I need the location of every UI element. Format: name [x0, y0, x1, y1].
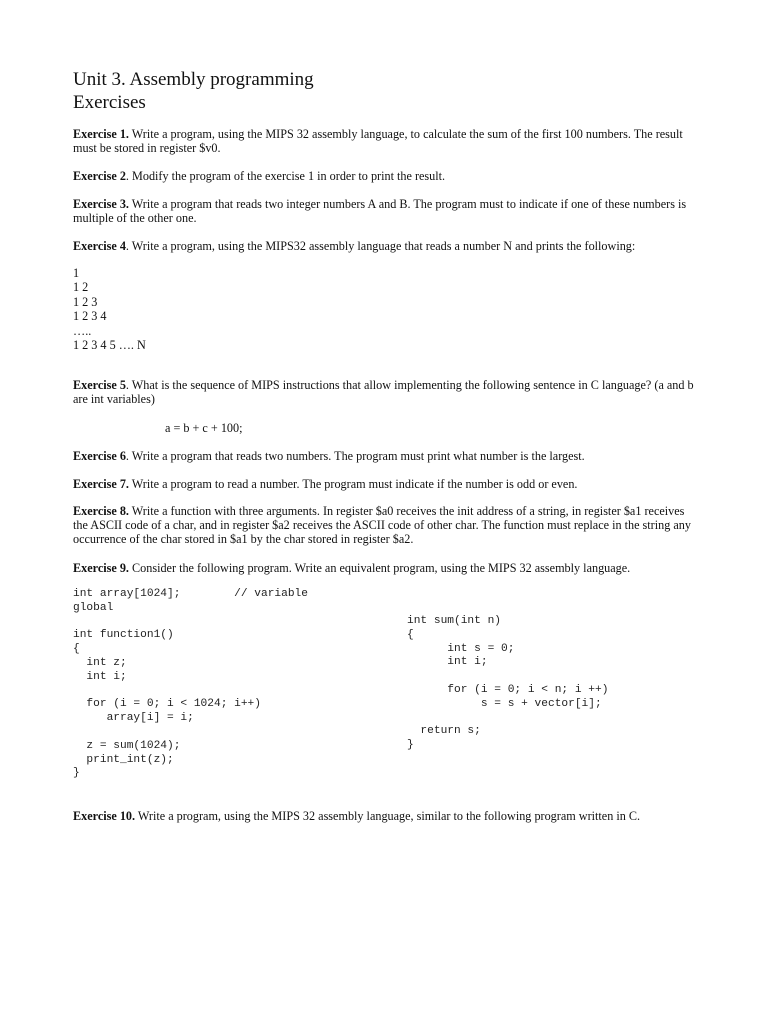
exercise-7	[73, 477, 698, 491]
exercise-2	[73, 169, 698, 183]
code-line: {	[73, 643, 80, 656]
exercise-text: Consider the following program. Write an equivalent program, using the MIPS 32 assembly language.	[128, 561, 631, 575]
exercise-label: Exercise 7.	[73, 477, 129, 491]
exercise-5	[73, 378, 698, 406]
code-line: int z;	[73, 656, 127, 669]
exercise-text: . Modify the program of the exercise 1 in order to print the result.	[125, 169, 446, 183]
code-line: return s;	[407, 725, 481, 738]
exercise-9	[73, 561, 698, 575]
code-line: int array[1024]; // variable	[73, 588, 308, 600]
code-line: int i;	[407, 656, 488, 669]
c-formula: a = b + c + 100;	[165, 421, 243, 435]
exercise-6	[73, 449, 698, 463]
code-line: int s = 0;	[407, 642, 515, 655]
exercise-text: Write a program, using the MIPS 32 assembly language, similar to the following program written in C.	[135, 809, 641, 823]
exercise-text: Write a program, using the MIPS 32 assembly language, to calculate the sum of the first 100 numbers. The result must be stored in register $v0.	[73, 127, 683, 155]
code-block-right	[407, 615, 608, 753]
code-line: for (i = 0; i < 1024; i++)	[73, 698, 261, 711]
sequence-line: 1	[73, 266, 80, 280]
exercise-label: Exercise 3.	[73, 197, 129, 211]
code-line: int function1()	[73, 629, 174, 642]
exercise-10	[73, 809, 698, 823]
code-line: z = sum(1024);	[73, 739, 181, 752]
exercise-label: Exercise 9.	[73, 561, 129, 575]
code-line: global	[73, 601, 114, 614]
number-sequence	[73, 266, 146, 352]
code-line: {	[407, 628, 414, 641]
code-line	[73, 685, 308, 699]
exercise-label: Exercise 2	[73, 169, 126, 183]
exercise-text: Write a program to read a number. The program must indicate if the number is odd or even.	[128, 477, 578, 491]
exercise-text: . What is the sequence of MIPS instructions that allow implementing the following sentence in C language? (a and b are int variables)	[73, 378, 694, 406]
page-subtitle: Exercises	[73, 92, 146, 113]
exercise-4	[73, 239, 698, 253]
code-line: }	[407, 739, 414, 752]
code-line: for (i = 0; i < n; i ++)	[407, 683, 609, 696]
sequence-line: 1 2	[73, 280, 89, 295]
exercise-label: Exercise 8.	[73, 504, 129, 518]
exercise-1	[73, 127, 698, 155]
exercise-text: Write a program that reads two integer numbers A and B. The program must to indicate if one of these numbers is multiple of the other one.	[73, 197, 687, 225]
sequence-line: 1 2 3 4 5 …. N	[73, 338, 146, 353]
exercise-label: Exercise 6	[73, 449, 126, 463]
code-block-left	[73, 588, 308, 781]
code-line	[407, 712, 608, 726]
code-line: s = s + vector[i];	[407, 697, 602, 710]
exercise-text: . Write a program, using the MIPS32 assembly language that reads a number N and prints the following:	[125, 239, 636, 253]
code-line	[407, 670, 608, 684]
exercise-label: Exercise 1.	[73, 127, 129, 141]
sequence-line: …..	[73, 323, 92, 338]
sequence-line: 1 2 3 4	[73, 309, 107, 324]
exercise-text: . Write a program that reads two numbers. The program must print what number is the largest.	[125, 449, 585, 463]
sequence-line: 1 2 3	[73, 294, 98, 309]
code-line: array[i] = i;	[73, 712, 194, 725]
page-title: Unit 3. Assembly programming	[73, 69, 314, 90]
exercise-8	[73, 504, 698, 546]
exercise-label: Exercise 10.	[73, 809, 136, 823]
code-line	[73, 726, 308, 740]
code-line: int sum(int n)	[407, 615, 501, 627]
exercise-label: Exercise 5	[73, 378, 126, 392]
exercise-text: Write a function with three arguments. In register $a0 receives the init address of a string, in register $a1 receives the ASCII code of a char, and in register $a2 receives the ASCII code of other char. The function must replace in the string any occurrence of the char stored in $a1 by the char stored in register $a2.	[73, 504, 691, 546]
code-line: }	[73, 767, 80, 780]
code-line	[73, 616, 308, 630]
code-line: print_int(z);	[73, 753, 174, 766]
exercise-3	[73, 197, 698, 225]
exercise-label: Exercise 4	[73, 239, 126, 253]
code-line: int i;	[73, 670, 127, 683]
